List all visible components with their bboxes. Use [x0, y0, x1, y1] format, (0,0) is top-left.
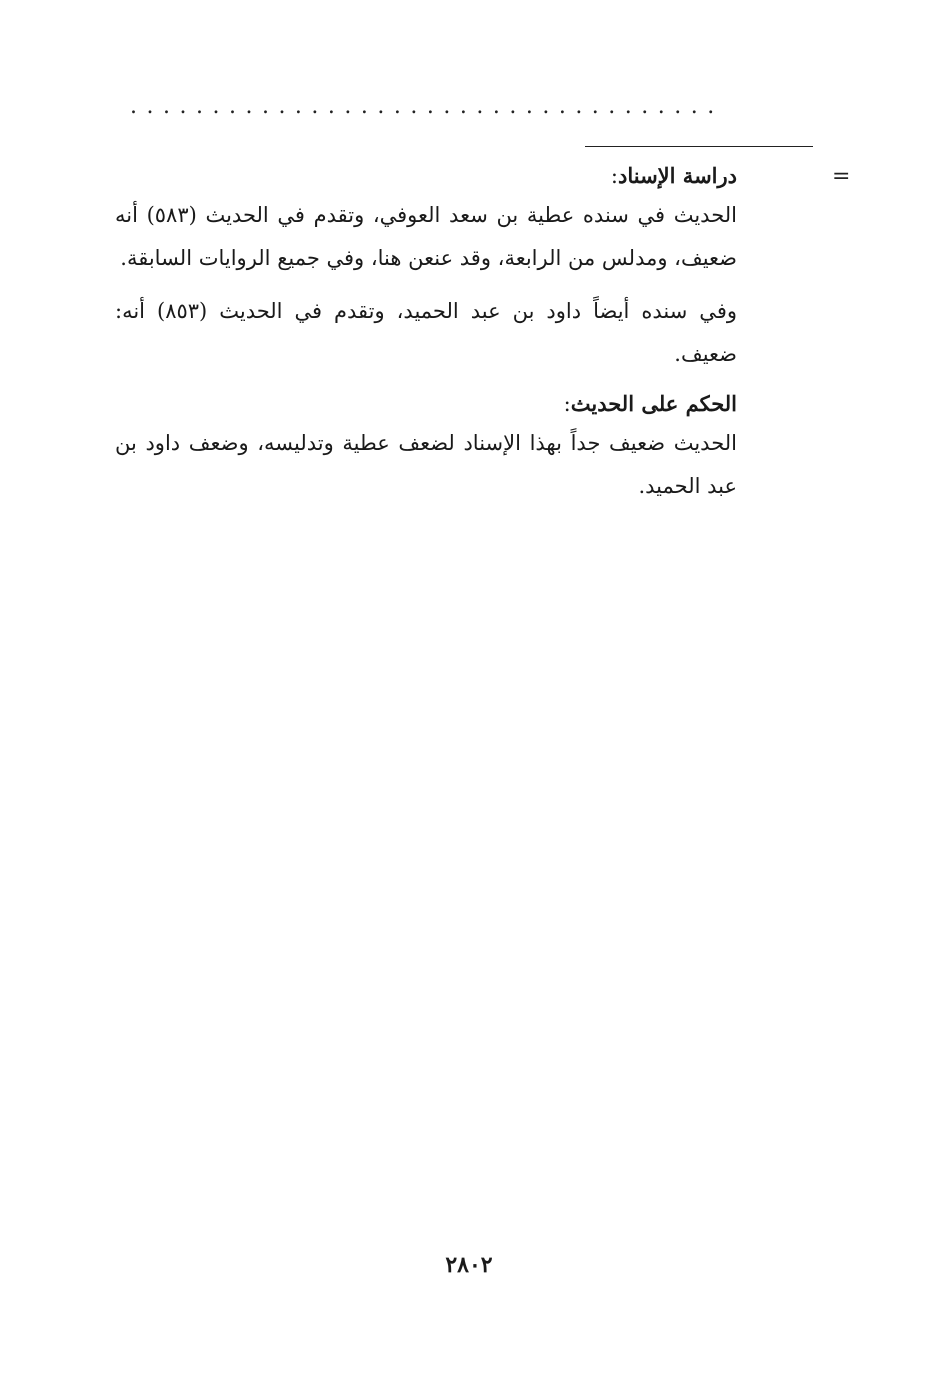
page-number: ٢٨٠٢ — [445, 1252, 493, 1278]
heading-text: دراسة الإسناد — [618, 163, 737, 188]
section-heading-ruling — [115, 386, 737, 422]
paragraph-isnad-1: الحديث في سنده عطية بن سعد العوفي، وتقدم في الحديث (٥٨٣) أنه ضعيف، ومدلس من الرابعة، وقد عنعن هنا، وفي جميع الروايات السابقة. — [115, 203, 737, 270]
heading-colon: : — [563, 392, 571, 416]
continuation-mark: = — [832, 164, 851, 189]
paragraph-ruling: الحديث ضعيف جداً بهذا الإسناد لضعف عطية وتدليسه، وضعف داود بن عبد الحميد. — [115, 431, 737, 498]
dotted-separator: .................................... — [130, 94, 724, 119]
section-heading-isnad-study — [115, 158, 737, 194]
heading-colon: : — [610, 164, 618, 188]
footnote-rule — [585, 146, 813, 147]
paragraph-isnad-2: وفي سنده أيضاً داود بن عبد الحميد، وتقدم في الحديث (٨٥٣) أنه: ضعيف. — [115, 299, 737, 366]
heading-text: الحكم على الحديث — [570, 391, 737, 416]
page-body — [115, 158, 737, 518]
